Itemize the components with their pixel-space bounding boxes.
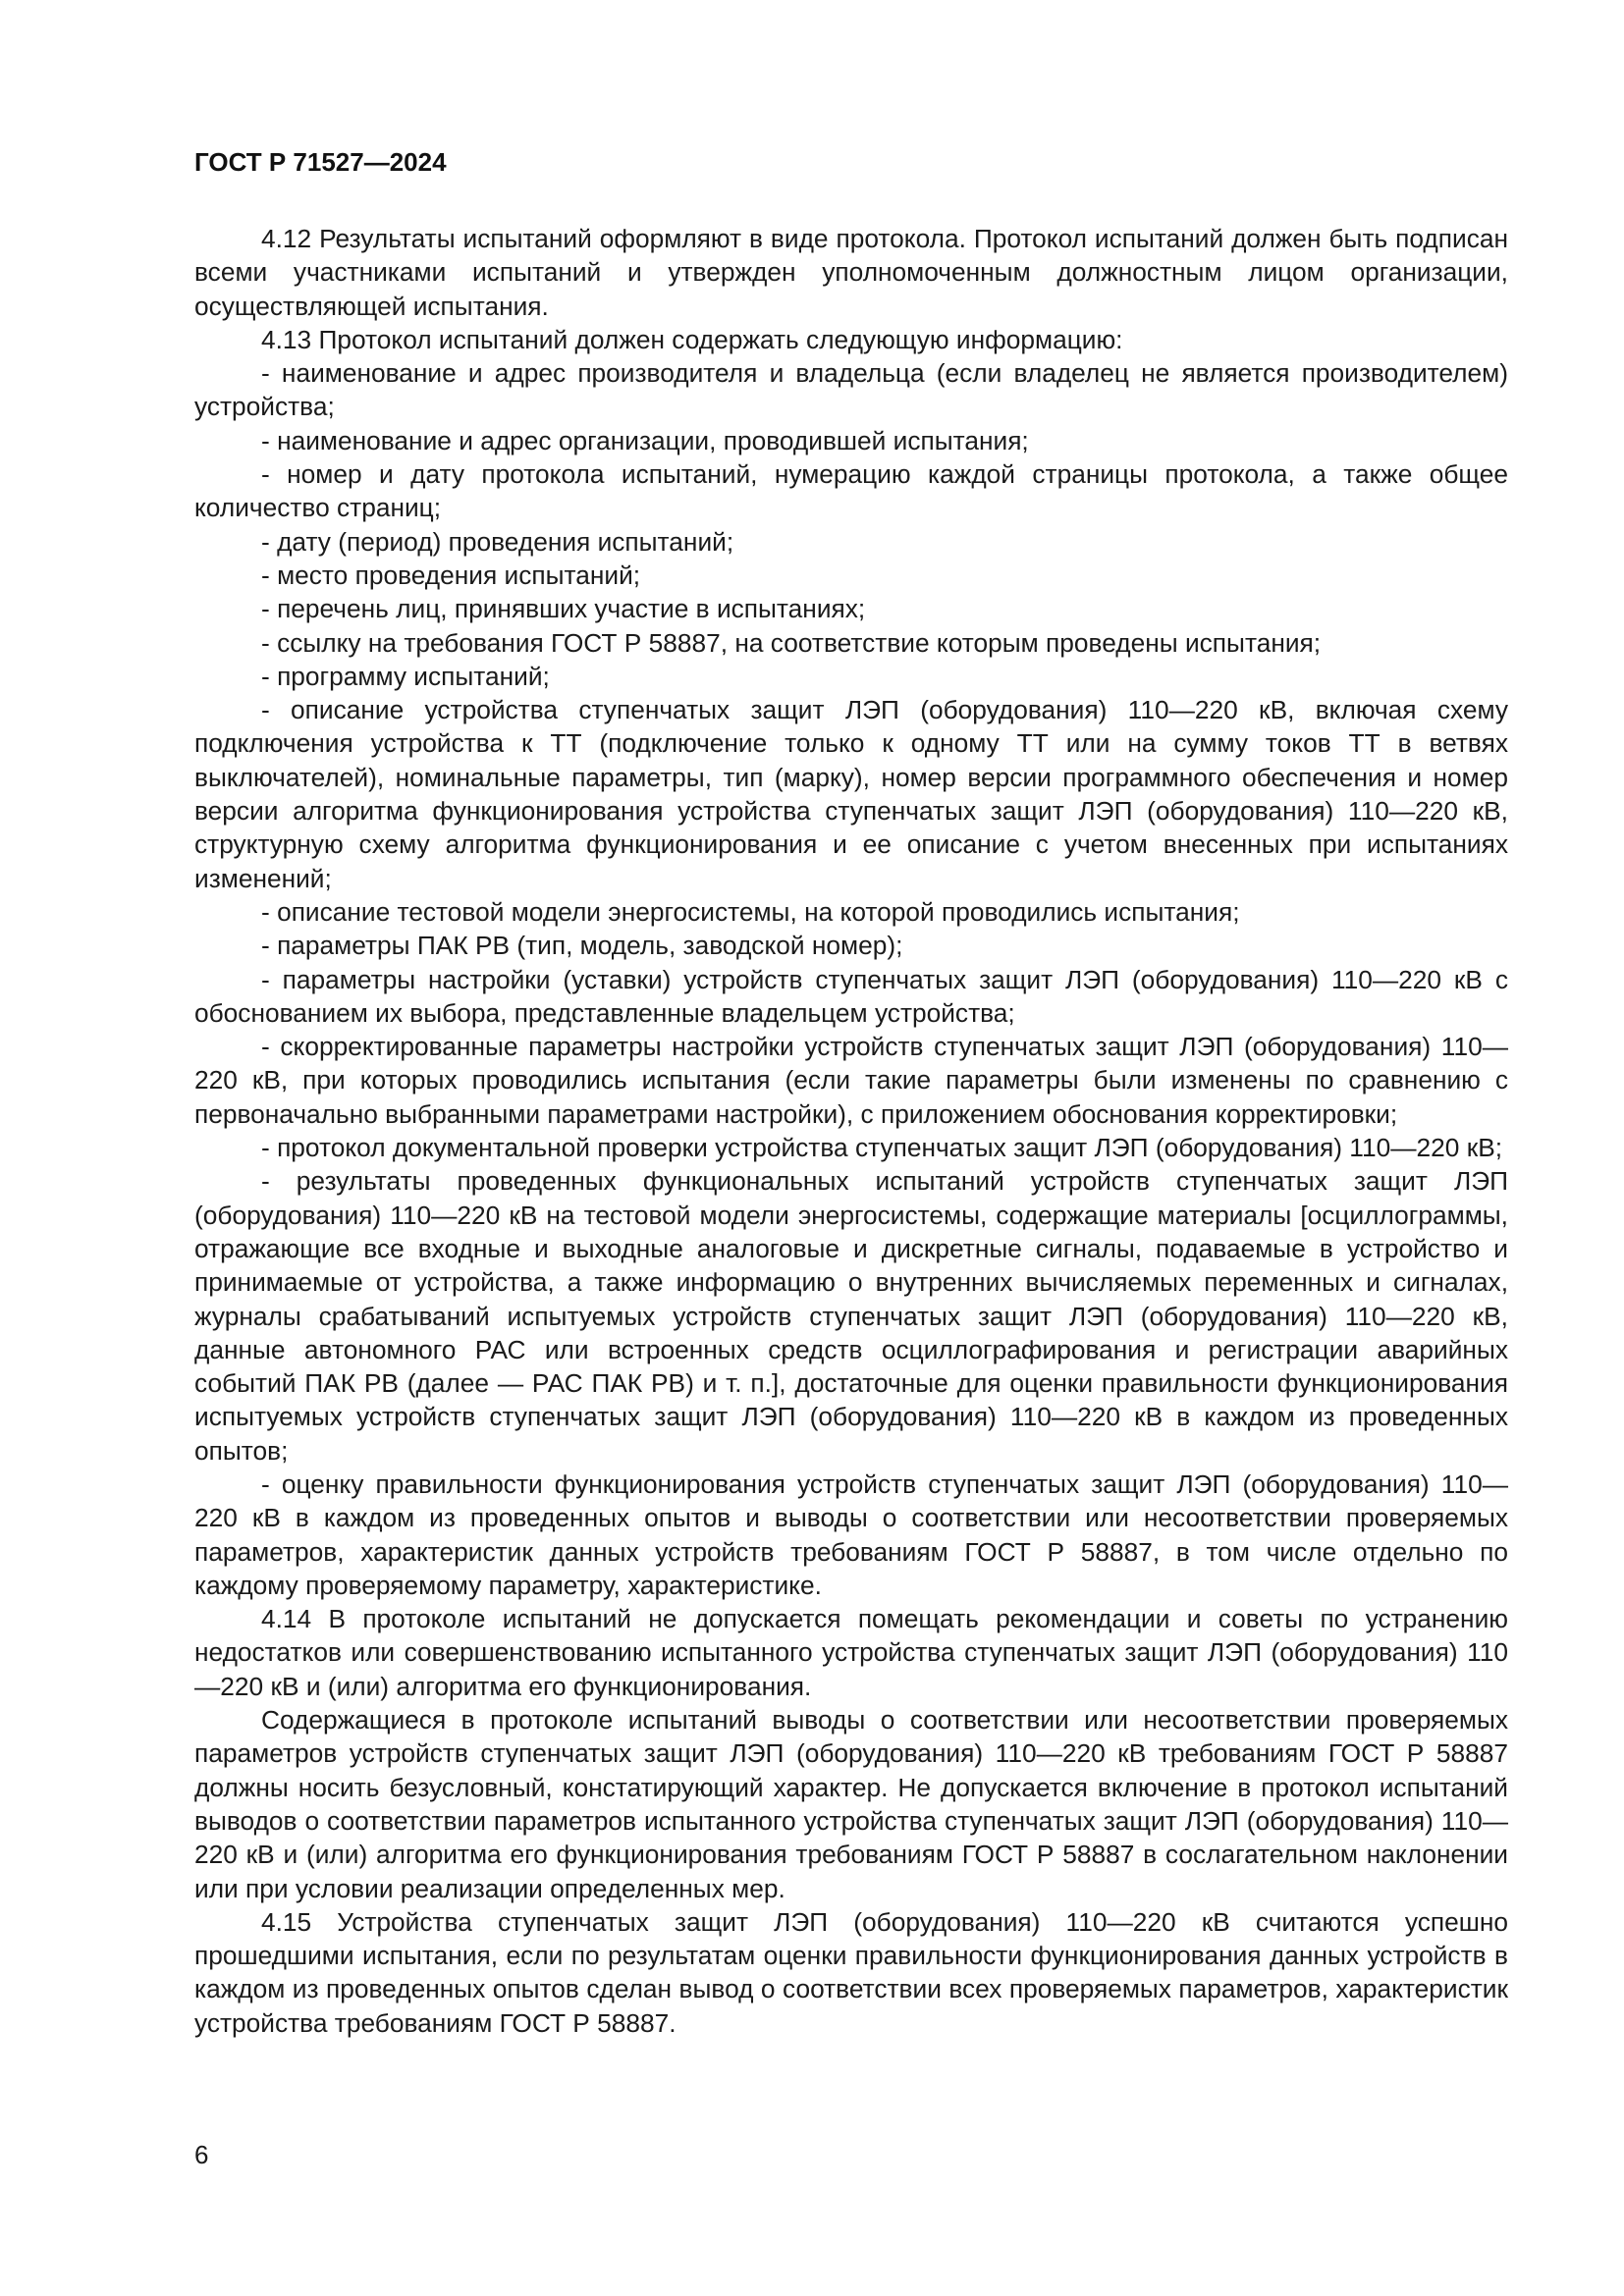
list-item: - описание тестовой модели энергосистемы, на которой проводились испытания; <box>261 896 1240 927</box>
document-standard-header: ГОСТ Р 71527—2024 <box>194 147 447 177</box>
document-body <box>194 222 1508 2040</box>
list-item: - дату (период) проведения испытаний; <box>261 526 734 557</box>
paragraph-4-15: 4.15 Устройства ступенчатых защит ЛЭП (оборудования) 110—220 кВ считаются успешно прошедшими испытания, если по результатам оценки правильности функционирования данных устройств в каждом из проведенных опытов сделан вывод о соответствии всех проверяемых параметров, характеристик устройства требованиям ГОСТ Р 58887. <box>194 1906 1508 2038</box>
paragraph-4-13: 4.13 Протокол испытаний должен содержать следующую информацию: <box>261 324 1123 354</box>
paragraph-4-12: 4.12 Результаты испытаний оформляют в виде протокола. Протокол испытаний должен быть подписан всеми участниками испытаний и утвержден уполномоченным должностным лицом организации, осуществляющей испытания. <box>194 224 1508 321</box>
list-item: - протокол документальной проверки устройства ступенчатых защит ЛЭП (оборудования) 110—220 кВ; <box>261 1133 1503 1163</box>
list-item: - наименование и адрес производителя и владельца (если владелец не является производителем) устройства; <box>194 358 1508 422</box>
list-item: - скорректированные параметры настройки устройств ступенчатых защит ЛЭП (оборудования) 110—220 кВ, при которых проводились испытания (если такие параметры были изменены по сравнению с первоначально выбранными параметрами настройки), с приложением обоснования корректировки; <box>194 1032 1508 1129</box>
list-item: - наименование и адрес организации, проводившей испытания; <box>261 425 1029 455</box>
list-item: - описание устройства ступенчатых защит ЛЭП (оборудования) 110—220 кВ, включая схему подключения устройства к ТТ (подключение только к одному ТТ или на сумму токов ТТ в ветвях выключателей), номинальные параметры, тип (марку), номер версии программного обеспечения и номер версии алгоритма функционирования устройства ступенчатых защит ЛЭП (оборудования) 110—220 кВ, структурную схему алгоритма функционирования и ее описание с учетом внесенных при испытаниях изменений; <box>194 695 1508 893</box>
list-item: - параметры настройки (уставки) устройств ступенчатых защит ЛЭП (оборудования) 110—220 кВ с обоснованием их выбора, представленные владельцем устройства; <box>194 964 1508 1028</box>
paragraph-4-14: 4.14 В протоколе испытаний не допускается помещать рекомендации и советы по устранению недостатков или совершенствованию испытанного устройства ступенчатых защит ЛЭП (оборудования) 110—220 кВ и (или) алгоритма его функционирования. <box>194 1604 1508 1701</box>
list-item: - номер и дату протокола испытаний, нумерацию каждой страницы протокола, а также общее количество страниц; <box>194 459 1508 523</box>
list-item: - программу испытаний; <box>261 661 550 691</box>
list-item: - оценку правильности функционирования устройств ступенчатых защит ЛЭП (оборудования) 110—220 кВ в каждом из проведенных опытов и выводы о соответствии или несоответствии проверяемых параметров, характеристик данных устройств требованиям ГОСТ Р 58887, в том числе отдельно по каждому проверяемому параметру, характеристике. <box>194 1468 1508 1600</box>
paragraph-conclusions: Содержащиеся в протоколе испытаний выводы о соответствии или несоответствии проверяемых параметров устройств ступенчатых защит ЛЭП (оборудования) 110—220 кВ требованиям ГОСТ Р 58887 должны носить безусловный, констатирующий характер. Не допускается включение в протокол испытаний выводов о соответствии параметров испытанного устройства ступенчатых защит ЛЭП (оборудования) 110—220 кВ и (или) алгоритма его функционирования требованиям ГОСТ Р 58887 в сослагательном наклонении или при условии реализации определенных мер. <box>194 1705 1508 1903</box>
list-item: - перечень лиц, принявших участие в испытаниях; <box>261 594 866 624</box>
list-item: - результаты проведенных функциональных испытаний устройств ступенчатых защит ЛЭП (оборудования) 110—220 кВ на тестовой модели энергосистемы, содержащие материалы [осциллограммы, отражающие все входные и выходные аналоговые и дискретные сигналы, подаваемые в устройство и принимаемые от устройства, а также информацию о внутренних вычисляемых переменных и сигналах, журналы срабатываний испытуемых устройств ступенчатых защит ЛЭП (оборудования) 110—220 кВ, данные автономного РАС или встроенных средств осциллографирования и регистрации аварийных событий ПАК РВ (далее — РАС ПАК РВ) и т. п.], достаточные для оценки правильности функционирования испытуемых устройств ступенчатых защит ЛЭП (оборудования) 110—220 кВ в каждом из проведенных опытов; <box>194 1166 1508 1466</box>
list-item: - параметры ПАК РВ (тип, модель, заводской номер); <box>261 931 903 961</box>
list-item: - место проведения испытаний; <box>261 560 641 590</box>
list-item: - ссылку на требования ГОСТ Р 58887, на соответствие которым проведены испытания; <box>261 627 1322 658</box>
page-number: 6 <box>194 2140 209 2169</box>
